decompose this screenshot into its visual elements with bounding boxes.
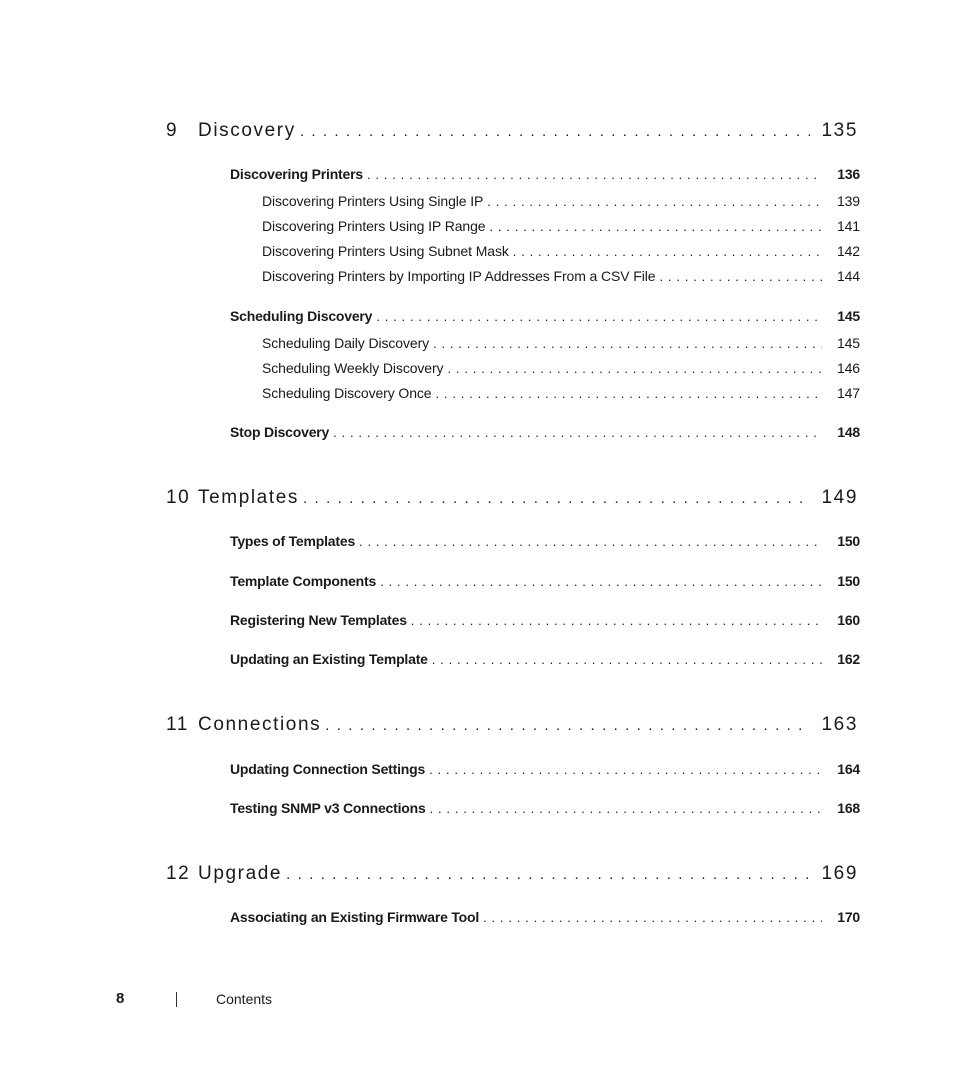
toc-section[interactable] — [230, 533, 860, 549]
chapter-title: Templates — [198, 487, 299, 508]
toc-section[interactable] — [230, 166, 860, 182]
dot-leader — [513, 244, 822, 259]
toc-subsection[interactable] — [262, 193, 860, 209]
footer-page-number: 8 — [116, 990, 125, 1007]
footer-section-label: Contents — [216, 991, 273, 1007]
dot-leader — [429, 762, 822, 777]
section-title: Updating an Existing Template — [230, 651, 428, 667]
toc-subsection[interactable] — [262, 385, 860, 401]
dot-leader — [432, 652, 822, 667]
section-title: Scheduling Discovery — [230, 308, 373, 324]
subsection-title: Scheduling Weekly Discovery — [262, 360, 444, 376]
section-title: Associating an Existing Firmware Tool — [230, 909, 480, 925]
chapter-number: 10 — [166, 487, 191, 508]
subsection-title: Discovering Printers Using IP Range — [262, 218, 486, 234]
dot-leader — [333, 425, 822, 440]
chapter-number: 9 — [166, 120, 179, 141]
dot-leader — [376, 309, 822, 324]
chapter-page: 135 — [821, 120, 858, 141]
toc-chapter-9[interactable] — [166, 120, 858, 142]
subsection-page: 145 — [836, 335, 860, 351]
chapter-title: Upgrade — [198, 863, 283, 884]
toc-chapter-12[interactable] — [166, 863, 858, 885]
dot-leader — [300, 123, 810, 140]
subsection-title: Discovering Printers Using Single IP — [262, 193, 484, 209]
dot-leader — [430, 801, 822, 816]
dot-leader — [487, 194, 822, 209]
section-page: 136 — [837, 166, 860, 182]
section-page: 150 — [837, 573, 860, 589]
subsection-page: 141 — [836, 218, 860, 234]
section-title: Updating Connection Settings — [230, 761, 426, 777]
chapter-page: 169 — [821, 863, 858, 884]
dot-leader — [367, 167, 822, 182]
section-page: 164 — [837, 761, 860, 777]
dot-leader — [380, 574, 822, 589]
dot-leader — [435, 386, 822, 401]
section-page: 148 — [837, 424, 860, 440]
toc-subsection[interactable] — [262, 268, 860, 284]
chapter-number: 11 — [166, 714, 189, 735]
dot-leader — [659, 269, 822, 284]
toc-section[interactable] — [230, 761, 860, 777]
dot-leader — [433, 336, 822, 351]
section-title: Testing SNMP v3 Connections — [230, 800, 426, 816]
section-page: 150 — [837, 533, 860, 549]
subsection-page: 146 — [836, 360, 860, 376]
toc-subsection[interactable] — [262, 360, 860, 376]
toc-section[interactable] — [230, 612, 860, 628]
dot-leader — [483, 910, 822, 925]
chapter-title: Discovery — [198, 120, 296, 141]
section-page: 145 — [837, 308, 860, 324]
subsection-title: Scheduling Discovery Once — [262, 385, 432, 401]
toc-section[interactable] — [230, 424, 860, 440]
toc-section[interactable] — [230, 800, 860, 816]
toc-section[interactable] — [230, 909, 860, 925]
chapter-title: Connections — [198, 714, 322, 735]
subsection-title: Discovering Printers Using Subnet Mask — [262, 243, 509, 259]
dot-leader — [286, 866, 810, 883]
chapter-page: 149 — [821, 487, 858, 508]
dot-leader — [489, 219, 822, 234]
subsection-page: 147 — [836, 385, 860, 401]
toc-section[interactable] — [230, 308, 860, 324]
section-title: Stop Discovery — [230, 424, 330, 440]
section-page: 168 — [837, 800, 860, 816]
toc-chapter-10[interactable] — [166, 487, 858, 509]
subsection-title: Discovering Printers by Importing IP Addresses From a CSV File — [262, 268, 656, 284]
dot-leader — [303, 490, 810, 507]
toc-section[interactable] — [230, 573, 860, 589]
toc-chapter-11[interactable] — [166, 714, 858, 736]
subsection-page: 144 — [836, 268, 860, 284]
subsection-title: Scheduling Daily Discovery — [262, 335, 430, 351]
dot-leader — [359, 534, 822, 549]
chapter-page: 163 — [821, 714, 858, 735]
chapter-number: 12 — [166, 863, 191, 884]
section-title: Registering New Templates — [230, 612, 407, 628]
toc-section[interactable] — [230, 651, 860, 667]
section-title: Discovering Printers — [230, 166, 363, 182]
subsection-page: 142 — [836, 243, 860, 259]
toc-subsection[interactable] — [262, 335, 860, 351]
dot-leader — [447, 361, 822, 376]
toc-subsection[interactable] — [262, 243, 860, 259]
section-title: Template Components — [230, 573, 377, 589]
subsection-page: 139 — [836, 193, 860, 209]
dot-leader — [411, 613, 822, 628]
footer-divider — [176, 992, 177, 1007]
section-title: Types of Templates — [230, 533, 356, 549]
dot-leader — [325, 717, 810, 734]
section-page: 170 — [837, 909, 860, 925]
toc-subsection[interactable] — [262, 218, 860, 234]
section-page: 162 — [837, 651, 860, 667]
section-page: 160 — [837, 612, 860, 628]
